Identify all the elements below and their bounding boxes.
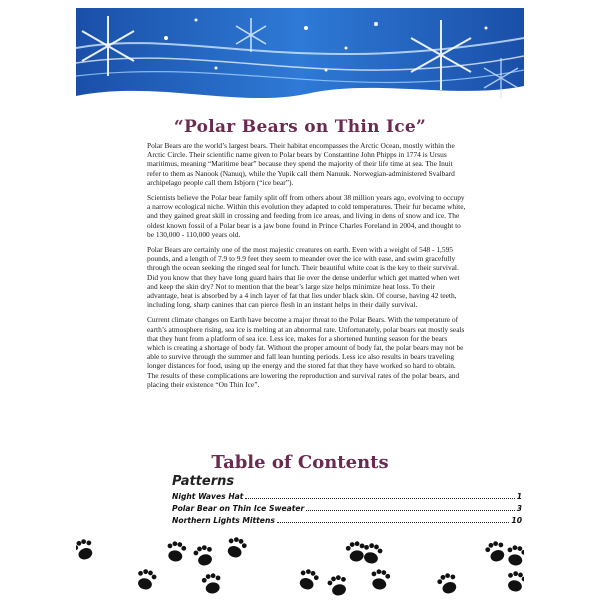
article-body [147, 141, 467, 395]
toc-entry-page: 3 [516, 504, 522, 513]
toc-leader [277, 522, 510, 523]
paragraph: Polar Bears are certainly one of the most majestic creatures on earth. Even with a weight of 548 - 1,595 pounds, and a length of 7.9 to 9.9 feet they seem to meander over the ice with ease, and swim gracefully through the ocean seeking the ringed seal for lunch. Their beautiful white coat is the key to their survival. Did you know that they have long guard hairs that lie over the dense underfur which get matted when wet and keep the skin dry? Not to mention that the bear’s large size helps minimize heat loss. To their advantage, heat is absorbed by a 4 inch layer of fat that lies under black skin. Of course, having 42 teeth, including long, sharp canines that can pierce flesh in an instant helps in their daily survival. [147, 245, 460, 310]
paragraph: Polar Bears are the world’s largest bears. Their habitat encompasses the Arctic Ocean, mostly within the Arctic Circle. Their scientific name given to Polar bears by Constantine John Phipps in 1774 is Ursus maritimus, meaning “Maritime bear” because they spend the majority of their life time at sea. The Inuit refer to them as Nanook (Nanuq), while the Yupik call them Nanuuk. Norwegian-administered Svalbard archipelago people call them Isbjorn (“ice bear”). [147, 141, 455, 187]
toc-entry[interactable] [172, 516, 522, 528]
paragraph: Scientists believe the Polar bear family split off from others about 38 million years ago, evolving to occupy a narrow ecological niche. Within this evolution they adapted to cold temperatures. Their fur became white, and they gained great skill in crossing and feeding from ice areas, and living in dens of snow and ice. The oldest known fossil of a Polar bear is a jaw bone found in Prince Charles Foreland in 2004, and thought to be 130,000 - 110,000 years old. [147, 193, 466, 239]
paw-prints-icon [76, 528, 524, 600]
toc-entry[interactable] [172, 504, 522, 516]
toc-entry-page: 1 [516, 492, 522, 501]
toc-entry-name: Polar Bear on Thin Ice Sweater [172, 504, 305, 513]
toc-subtitle: Patterns [172, 474, 235, 489]
toc-entry[interactable] [172, 492, 522, 504]
toc-title: Table of Contents [211, 452, 389, 473]
snowflake-banner-icon [76, 8, 524, 108]
toc-leader [306, 510, 514, 511]
document-page [76, 8, 524, 600]
paragraph: Current climate changes on Earth have become a major threat to the Polar Bears. With the temperature of earth’s atmosphere rising, sea ice is melting at an abnormal rate. Unfortunately, polar bears eat mostly seals that they hunt from a platform of sea ice. Less ice, makes for a shortened hunting season for the bears which is creating a shortage of body fat. Without the proper amount of body fat, the polar bears may not be able to survive through the summer and fall lean hunting periods. Less ice also results in bears traveling longer distances for food, using up the energy and the stored fat that they have worked so hard to obtain. The results of these complications are lowering the reproduction and survival rates of the polar bears, and placing their existence “On Thin Ice”. [147, 315, 465, 389]
toc-leader [245, 498, 514, 499]
toc-entry-page: 10 [511, 516, 522, 525]
page-title: “Polar Bears on Thin Ice” [173, 117, 427, 137]
toc-entry-name: Night Waves Hat [172, 492, 244, 501]
toc-entry-name: Northern Lights Mittens [172, 516, 275, 525]
toc-list [172, 492, 522, 528]
